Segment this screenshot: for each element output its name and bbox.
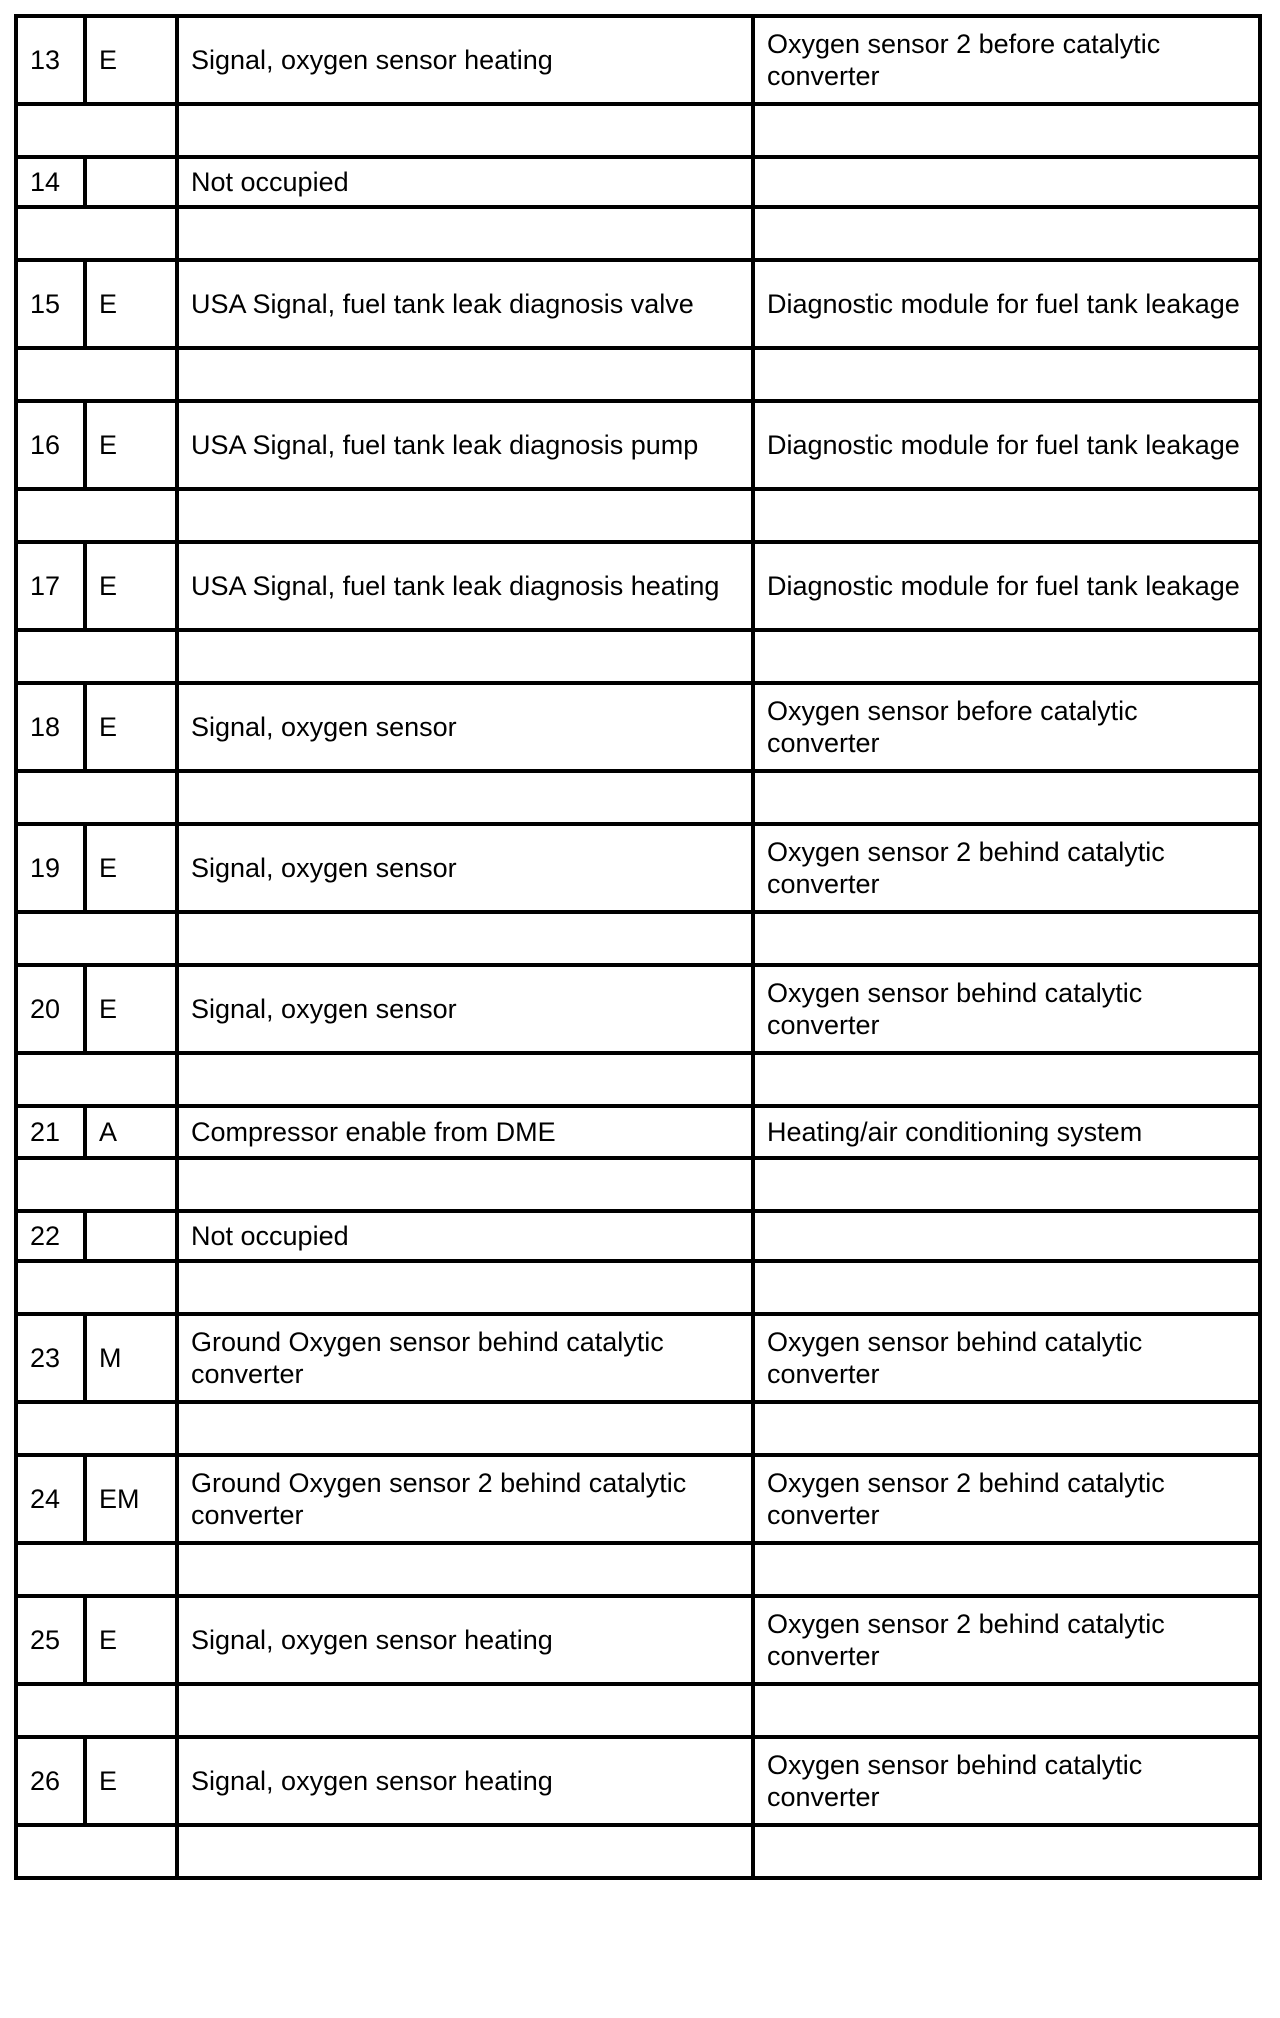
spacer-row xyxy=(16,1543,1260,1596)
description-cell: Ground Oxygen sensor behind catalytic converter xyxy=(177,1314,753,1402)
component-cell: Oxygen sensor 2 behind catalytic converter xyxy=(753,1455,1260,1543)
spacer-cell xyxy=(16,1684,177,1737)
table-row xyxy=(16,401,1260,489)
spacer-cell xyxy=(177,630,753,683)
pin-cell: 18 xyxy=(16,683,85,771)
component-cell: Oxygen sensor behind catalytic converter xyxy=(753,1737,1260,1825)
table-body xyxy=(16,16,1260,1878)
pin-cell: 21 xyxy=(16,1106,85,1158)
type-cell xyxy=(85,1211,177,1261)
spacer-cell xyxy=(177,348,753,401)
description-cell: USA Signal, fuel tank leak diagnosis valve xyxy=(177,260,753,348)
spacer-cell xyxy=(753,348,1260,401)
spacer-cell xyxy=(16,1825,177,1878)
spacer-cell xyxy=(753,912,1260,965)
spacer-cell xyxy=(16,489,177,542)
component-cell: Heating/air conditioning system xyxy=(753,1106,1260,1158)
pin-cell: 17 xyxy=(16,542,85,630)
type-cell: E xyxy=(85,16,177,104)
spacer-cell xyxy=(177,1261,753,1314)
table-row xyxy=(16,683,1260,771)
table-row xyxy=(16,1596,1260,1684)
spacer-cell xyxy=(177,1543,753,1596)
pin-cell: 19 xyxy=(16,824,85,912)
spacer-cell xyxy=(177,1684,753,1737)
pin-assignment-table xyxy=(14,14,1262,1880)
component-cell: Oxygen sensor behind catalytic converter xyxy=(753,1314,1260,1402)
spacer-row xyxy=(16,1261,1260,1314)
description-cell: Ground Oxygen sensor 2 behind catalytic converter xyxy=(177,1455,753,1543)
pin-cell: 23 xyxy=(16,1314,85,1402)
spacer-cell xyxy=(753,1543,1260,1596)
type-cell xyxy=(85,157,177,207)
component-cell: Oxygen sensor 2 behind catalytic converter xyxy=(753,824,1260,912)
spacer-cell xyxy=(16,912,177,965)
pin-cell: 22 xyxy=(16,1211,85,1261)
pin-cell: 24 xyxy=(16,1455,85,1543)
type-cell: E xyxy=(85,683,177,771)
spacer-row xyxy=(16,348,1260,401)
spacer-row xyxy=(16,630,1260,683)
table-row xyxy=(16,542,1260,630)
spacer-cell xyxy=(16,1261,177,1314)
pin-cell: 14 xyxy=(16,157,85,207)
description-cell: USA Signal, fuel tank leak diagnosis heating xyxy=(177,542,753,630)
table-row xyxy=(16,1314,1260,1402)
spacer-cell xyxy=(753,1158,1260,1211)
spacer-cell xyxy=(16,104,177,157)
type-cell: E xyxy=(85,260,177,348)
spacer-row xyxy=(16,1825,1260,1878)
spacer-cell xyxy=(16,771,177,824)
spacer-cell xyxy=(16,1402,177,1455)
type-cell: E xyxy=(85,1596,177,1684)
spacer-cell xyxy=(177,489,753,542)
spacer-cell xyxy=(177,1158,753,1211)
table-row xyxy=(16,1455,1260,1543)
spacer-cell xyxy=(753,104,1260,157)
spacer-cell xyxy=(177,207,753,260)
table-row xyxy=(16,157,1260,207)
type-cell: E xyxy=(85,542,177,630)
type-cell: E xyxy=(85,401,177,489)
table-row xyxy=(16,965,1260,1053)
spacer-row xyxy=(16,104,1260,157)
type-cell: M xyxy=(85,1314,177,1402)
description-cell: Compressor enable from DME xyxy=(177,1106,753,1158)
spacer-row xyxy=(16,1053,1260,1106)
component-cell: Oxygen sensor 2 before catalytic converter xyxy=(753,16,1260,104)
spacer-cell xyxy=(753,1402,1260,1455)
spacer-cell xyxy=(16,207,177,260)
component-cell xyxy=(753,157,1260,207)
table-row xyxy=(16,1737,1260,1825)
description-cell: Signal, oxygen sensor heating xyxy=(177,1737,753,1825)
pin-cell: 13 xyxy=(16,16,85,104)
spacer-cell xyxy=(16,1158,177,1211)
spacer-cell xyxy=(753,630,1260,683)
description-cell: Not occupied xyxy=(177,1211,753,1261)
spacer-cell xyxy=(16,348,177,401)
spacer-cell xyxy=(753,1825,1260,1878)
spacer-cell xyxy=(177,912,753,965)
spacer-cell xyxy=(753,1261,1260,1314)
type-cell: A xyxy=(85,1106,177,1158)
spacer-row xyxy=(16,207,1260,260)
spacer-row xyxy=(16,489,1260,542)
spacer-row xyxy=(16,1158,1260,1211)
table-row xyxy=(16,1211,1260,1261)
spacer-cell xyxy=(16,1543,177,1596)
pin-cell: 20 xyxy=(16,965,85,1053)
spacer-cell xyxy=(16,630,177,683)
component-cell: Oxygen sensor 2 behind catalytic converter xyxy=(753,1596,1260,1684)
spacer-cell xyxy=(177,1402,753,1455)
table-row xyxy=(16,1106,1260,1158)
component-cell: Oxygen sensor behind catalytic converter xyxy=(753,965,1260,1053)
description-cell: Not occupied xyxy=(177,157,753,207)
spacer-cell xyxy=(177,771,753,824)
spacer-cell xyxy=(177,1825,753,1878)
spacer-row xyxy=(16,1402,1260,1455)
spacer-cell xyxy=(753,771,1260,824)
spacer-cell xyxy=(753,1053,1260,1106)
spacer-row xyxy=(16,771,1260,824)
pin-cell: 26 xyxy=(16,1737,85,1825)
type-cell: E xyxy=(85,1737,177,1825)
table-row xyxy=(16,824,1260,912)
pin-cell: 16 xyxy=(16,401,85,489)
description-cell: USA Signal, fuel tank leak diagnosis pump xyxy=(177,401,753,489)
table-row xyxy=(16,260,1260,348)
type-cell: E xyxy=(85,824,177,912)
pin-cell: 15 xyxy=(16,260,85,348)
type-cell: EM xyxy=(85,1455,177,1543)
spacer-cell xyxy=(753,489,1260,542)
description-cell: Signal, oxygen sensor heating xyxy=(177,16,753,104)
description-cell: Signal, oxygen sensor heating xyxy=(177,1596,753,1684)
spacer-cell xyxy=(753,1684,1260,1737)
spacer-cell xyxy=(16,1053,177,1106)
component-cell: Diagnostic module for fuel tank leakage xyxy=(753,542,1260,630)
spacer-cell xyxy=(177,1053,753,1106)
table-row xyxy=(16,16,1260,104)
description-cell: Signal, oxygen sensor xyxy=(177,824,753,912)
spacer-cell xyxy=(753,207,1260,260)
component-cell: Diagnostic module for fuel tank leakage xyxy=(753,260,1260,348)
spacer-row xyxy=(16,1684,1260,1737)
spacer-cell xyxy=(177,104,753,157)
pin-cell: 25 xyxy=(16,1596,85,1684)
spacer-row xyxy=(16,912,1260,965)
component-cell xyxy=(753,1211,1260,1261)
component-cell: Diagnostic module for fuel tank leakage xyxy=(753,401,1260,489)
description-cell: Signal, oxygen sensor xyxy=(177,683,753,771)
component-cell: Oxygen sensor before catalytic converter xyxy=(753,683,1260,771)
description-cell: Signal, oxygen sensor xyxy=(177,965,753,1053)
type-cell: E xyxy=(85,965,177,1053)
